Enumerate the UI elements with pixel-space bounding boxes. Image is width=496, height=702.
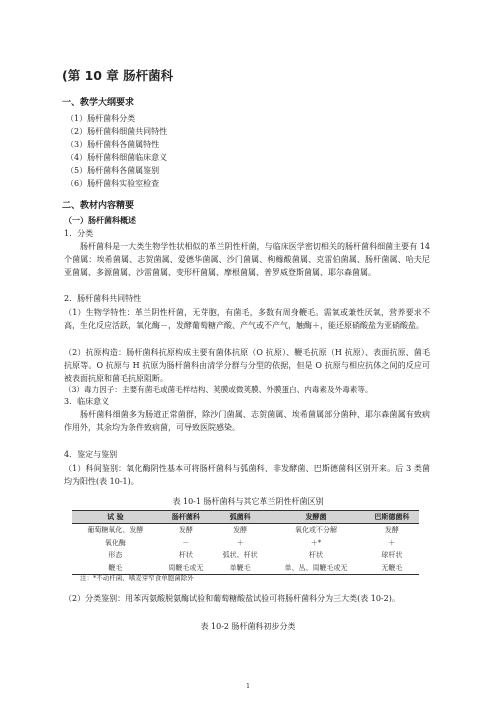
table-row bbox=[72, 524, 419, 537]
table-cell: 葡萄糖氧化、发酵 bbox=[87, 526, 144, 535]
table-header: 弧菌科 bbox=[213, 511, 267, 524]
table-cell: ＋* bbox=[310, 538, 322, 547]
table-cell: 杆状 bbox=[178, 551, 193, 560]
table-note: 注：*不动杆菌、嗜麦芽窄食单胞菌除外 bbox=[80, 574, 194, 582]
table-cell: 氧化酶 bbox=[104, 538, 126, 547]
table-cell: 球杆状 bbox=[381, 551, 403, 560]
table-header: 发酵菌 bbox=[267, 511, 365, 524]
section-heading-syllabus: 一、教学大纲要求 bbox=[62, 98, 135, 108]
syllabus-item: （2）肠杆菌科细菌共同特性 bbox=[66, 127, 168, 136]
table-row bbox=[72, 537, 419, 550]
table-cell: － bbox=[182, 538, 190, 547]
paragraph: （1）生物学特性：革兰阴性杆菌，无芽胞，有菌毛，多数有周身鞭毛。需氧或兼性厌氧，营养要求不高，生化反应活跃，氧化酶－，发酵葡萄糖产酸、产气或不产气，触酶＋，能还原硝酸盐为亚硝酸盐。 bbox=[64, 308, 430, 331]
table-cell: 单、丛、周鞭毛或无 bbox=[267, 562, 365, 575]
paragraph: 肠杆菌科是一大类生物学性状相似的革兰阴性杆菌，与临床医学密切相关的肠杆菌科细菌主要有 14 个菌属：埃希菌属、志贺菌属、爱德华菌属、沙门菌属、枸橼酸菌属、克雷伯菌属、肠杆菌属、哈夫尼亚菌属、多源菌属、沙雷菌属、变形杆菌属、摩根菌属、普罗威登斯菌属、耶尔森菌属。 bbox=[64, 242, 430, 278]
table-cell: 发酵 bbox=[384, 526, 399, 535]
table-cell: 单鞭毛 bbox=[213, 562, 267, 575]
paragraph: （2）抗原构造：肠杆菌科抗原构成主要有菌体抗原（O 抗原）、鞭毛抗原（H 抗原）、表面抗原、菌毛抗原等。O 抗原与 H 抗原为肠杆菌科由清学分群与分型的依据，但是 O 抗原与相应抗体之间的反应可被表面抗原和菌毛抗原阻断。 bbox=[64, 348, 430, 384]
syllabus-item: （1）肠杆菌科分类 bbox=[66, 114, 136, 123]
table-header: 巴斯德菌科 bbox=[365, 511, 419, 524]
table-header: 肠杆菌科 bbox=[159, 511, 213, 524]
subsection-heading: （一）肠杆菌科概述 bbox=[64, 216, 136, 225]
section-heading-content: 二、教材内容精要 bbox=[62, 201, 135, 211]
table-row bbox=[72, 549, 419, 562]
table-cell: 氧化或不分解 bbox=[294, 526, 337, 535]
paragraph: 肠杆菌科细菌多为肠道正常菌群，除沙门菌属、志贺菌属、埃希菌属部分菌种、耶尔森菌属有致病作用外，其余均为条件致病菌，可导致医院感染。 bbox=[64, 410, 430, 432]
syllabus-item: （3）肠杆菌科各菌属特性 bbox=[66, 140, 160, 149]
paragraph-title: 4．鉴定与鉴别 bbox=[64, 450, 118, 459]
paragraph: （2）分类鉴别：用苯丙氨酸脱氨酶试验和葡萄糖酸盐试验可将肠杆菌科分为三大类(表 10-2)。 bbox=[64, 594, 400, 603]
table-header: 试 验 bbox=[72, 511, 159, 524]
table-cell: 形态 bbox=[108, 551, 123, 560]
table-cell: ＋ bbox=[236, 538, 244, 547]
table-cell: 杆状 bbox=[308, 551, 323, 560]
table-cell: 周鞭毛或无 bbox=[159, 562, 213, 575]
table-cell: 鞭毛 bbox=[72, 562, 159, 575]
table-caption: 表 10-2 肠杆菌科初步分类 bbox=[200, 622, 296, 631]
syllabus-item: （6）肠杆菌科实验室检查 bbox=[66, 179, 160, 188]
table-cell: 发酵 bbox=[233, 526, 248, 535]
table-cell: ＋ bbox=[388, 538, 396, 547]
paragraph-title: 3．临床意义 bbox=[64, 397, 110, 406]
syllabus-item: （4）肠杆菌科细菌临床意义 bbox=[66, 153, 168, 162]
syllabus-item: （5）肠杆菌科各菌属鉴别 bbox=[66, 166, 160, 175]
table-cell: 无鞭毛 bbox=[365, 562, 419, 575]
table-cell: 发酵 bbox=[178, 526, 193, 535]
paragraph-title: 1．分类 bbox=[64, 229, 94, 238]
paragraph-title: 2．肠杆菌科共同特性 bbox=[64, 294, 142, 303]
paragraph: （1）科间鉴别：氧化酶阴性基本可将肠杆菌科与弧菌科、非发酵菌、巴斯德菌科区别开来。后 3 类菌均为阳性(表 10-1)。 bbox=[64, 464, 430, 486]
page-number: 1 bbox=[246, 683, 250, 690]
comparison-table bbox=[72, 510, 419, 575]
table-cell: 弧状、杆状 bbox=[222, 551, 258, 560]
paragraph: （3）毒力因子：主要有菌毛或菌毛样结构、荚膜或微荚膜、外膜蛋白、内毒素及外毒素等。 bbox=[64, 385, 373, 394]
chapter-title: (第 10 章 肠杆菌科 bbox=[62, 68, 174, 83]
table-caption: 表 10-1 肠杆菌科与其它革兰阴性杆菌区别 bbox=[172, 497, 324, 506]
